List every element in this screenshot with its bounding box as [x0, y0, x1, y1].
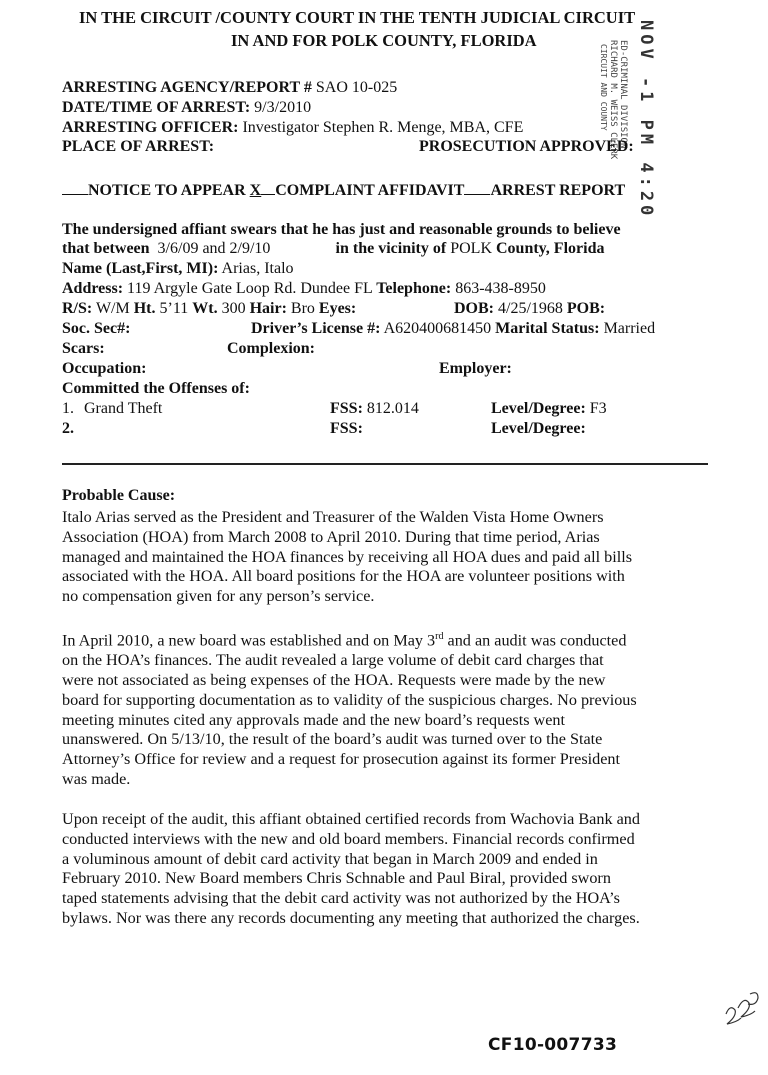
case-number: CF10-007733 [488, 1035, 618, 1055]
complaint-blank [261, 180, 275, 195]
p1-line: no compensation given for any person’s service. [62, 587, 375, 606]
court-header-line2: IN AND FOR POLK COUNTY, FLORIDA [231, 31, 537, 50]
notice-label: NOTICE TO APPEAR [88, 182, 246, 199]
stamp-division-text: ED-CRIMINAL DIVISION [618, 40, 628, 149]
ssn-label: Soc. Sec#: [62, 320, 131, 337]
marital-label: Marital Status: [495, 320, 600, 337]
stamp-clerk-text: RICHARD M. WEISS CLERK [608, 40, 618, 160]
offense-1-fss-value: 812.014 [366, 400, 419, 417]
offense-1-fss-label: FSS: [330, 400, 363, 417]
offense-1-num: 1. [62, 400, 74, 417]
offense-1-level-value: F3 [589, 400, 607, 417]
affiant-line1: The undersigned affiant swears that he has just and reasonable grounds to believe [62, 221, 621, 238]
dl-value: A620400681450 [383, 320, 492, 337]
p1-line: Italo Arias served as the President and Treasurer of the Walden Vista Home Owners [62, 508, 604, 526]
name-row [62, 260, 294, 278]
vicinity-label: in the vicinity of [335, 240, 447, 257]
offense-1-level-label: Level/Degree: [491, 400, 586, 417]
p2-ordinal: rd [435, 631, 444, 642]
p2-line: board for supporting documentation as to validity of the suspicious charges. No previous [62, 690, 637, 709]
license-row [251, 320, 655, 338]
between-label: that between [62, 240, 150, 257]
p3-line: a voluminous amount of debit card activity that began in March 2009 and ended in [62, 849, 598, 868]
rs-value: W/M [95, 300, 130, 317]
date-value: 9/3/2010 [254, 99, 312, 116]
agency-row [62, 79, 397, 97]
employer-label: Employer: [439, 360, 512, 377]
arrest-blank [464, 180, 490, 195]
phone-label: Telephone: [376, 280, 452, 297]
stamp-datetime: NOV -1 PM 4:20 [636, 20, 656, 220]
scars-label: Scars: [62, 340, 105, 357]
address-value: 119 Argyle Gate Loop Rd. Dundee FL [127, 280, 373, 297]
offense-dates: 3/6/09 and 2/9/10 [157, 240, 271, 257]
dob-group [454, 300, 605, 318]
probable-cause-heading: Probable Cause: [62, 487, 176, 504]
marital-value: Married [603, 320, 656, 337]
p2-line: Attorney’s Office for review and a request for prosecution against its former President [62, 750, 620, 769]
wt-label: Wt. [192, 300, 218, 317]
eyes-label: Eyes: [318, 300, 357, 317]
handwritten-mark [716, 984, 766, 1032]
p3-line: bylaws. Nor was there any records documenting any meeting that authorized the charges. [62, 908, 640, 927]
p1-line: managed and maintained the HOA finances by receiving all HOA dues and paid all bills [62, 547, 632, 566]
offense-2-level [491, 420, 586, 438]
dob-value: 4/25/1968 [498, 300, 563, 317]
p2-line: were not associated as being expenses of the HOA. Requests were made by the new [62, 670, 606, 689]
name-label: Name (Last,First, MI): [62, 260, 219, 277]
p2-line-first [62, 627, 712, 651]
p2-line: was made. [62, 769, 131, 788]
wt-value: 300 [221, 300, 246, 317]
p2-first-text-end: and an audit was conducted [443, 631, 627, 650]
p2-first-text: In April 2010, a new board was established and on May 3 [62, 631, 436, 650]
hair-label: Hair: [249, 300, 287, 317]
p2-line: meeting minutes cited any approvals made and the new board’s requests went [62, 710, 566, 729]
hair-value: Bro [290, 300, 315, 317]
phone-value: 863-438-8950 [455, 280, 546, 297]
county-suffix: County, Florida [496, 240, 605, 257]
complexion-label: Complexion: [227, 340, 315, 357]
agency-value: SAO 10-025 [315, 79, 398, 96]
p3-line: taped statements advising that the debit card activity was not authorized by the HOA’s [62, 889, 620, 908]
offense-1-level [491, 400, 607, 418]
address-row [62, 280, 546, 298]
date-label: DATE/TIME OF ARREST: [62, 99, 251, 116]
prosecution-label: PROSECUTION APPROVED: [419, 138, 634, 155]
offenses-label: Committed the Offenses of: [62, 380, 250, 397]
document-type-row [62, 180, 625, 200]
officer-value: Investigator Stephen R. Menge, MBA, CFE [242, 119, 524, 136]
offense-1-fss [330, 400, 419, 418]
date-row [62, 99, 311, 117]
county-value: POLK [450, 240, 492, 257]
p2-line: on the HOA’s finances. The audit revealed a large volume of debit card charges that [62, 651, 604, 670]
probable-cause-paragraph-3 [62, 810, 712, 929]
ht-label: Ht. [133, 300, 156, 317]
ht-value: 5’11 [159, 300, 189, 317]
offense-2-fss-label: FSS: [330, 420, 363, 437]
agency-label: ARRESTING AGENCY/REPORT # [62, 79, 312, 96]
offense-2-fss [330, 420, 363, 438]
place-label: PLACE OF ARREST: [62, 138, 215, 155]
section-divider [62, 463, 708, 465]
p1-line: associated with the HOA. All board positions for the HOA are volunteer positions with [62, 567, 625, 586]
pob-label: POB: [566, 300, 606, 317]
officer-row [62, 119, 523, 137]
occupation-label: Occupation: [62, 360, 147, 377]
arrest-label: ARREST REPORT [490, 182, 626, 199]
offense-2-num: 2. [62, 420, 74, 437]
physical-row [62, 300, 356, 318]
complaint-label: COMPLAINT AFFIDAVIT [275, 182, 465, 199]
rs-label: R/S: [62, 300, 93, 317]
notice-blank [62, 180, 88, 195]
p1-line: Association (HOA) from March 2008 to April 2010. During that time period, Arias [62, 527, 600, 546]
p3-line: conducted interviews with the new and old board members. Financial records confirmed [62, 829, 635, 848]
offense-2-level-label: Level/Degree: [491, 420, 586, 437]
offense-1-name: Grand Theft [84, 400, 163, 417]
court-header-line1: IN THE CIRCUIT /COUNTY COURT IN THE TENTH JUDICIAL CIRCUIT [79, 8, 636, 27]
p3-line: Upon receipt of the audit, this affiant obtained certified records from Wachovia Bank and [62, 810, 640, 828]
probable-cause-paragraph-1 [62, 508, 712, 607]
dl-label: Driver’s License #: [251, 320, 381, 337]
dob-label: DOB: [454, 300, 494, 317]
p2-line: unanswered. On 5/13/10, the result of the board’s audit was turned over to the State [62, 730, 603, 749]
p3-line: February 2010. New Board members Chris Schnable and Paul Biral, provided sworn [62, 869, 611, 888]
probable-cause-paragraph-2 [62, 627, 712, 790]
stamp-county-text: CIRCUIT AND COUNTY [599, 44, 608, 131]
address-label: Address: [62, 280, 124, 297]
complaint-mark: X [249, 182, 262, 199]
affiant-line2 [62, 240, 604, 258]
defendant-name: Arias, Italo [221, 260, 294, 277]
officer-label: ARRESTING OFFICER: [62, 119, 239, 136]
